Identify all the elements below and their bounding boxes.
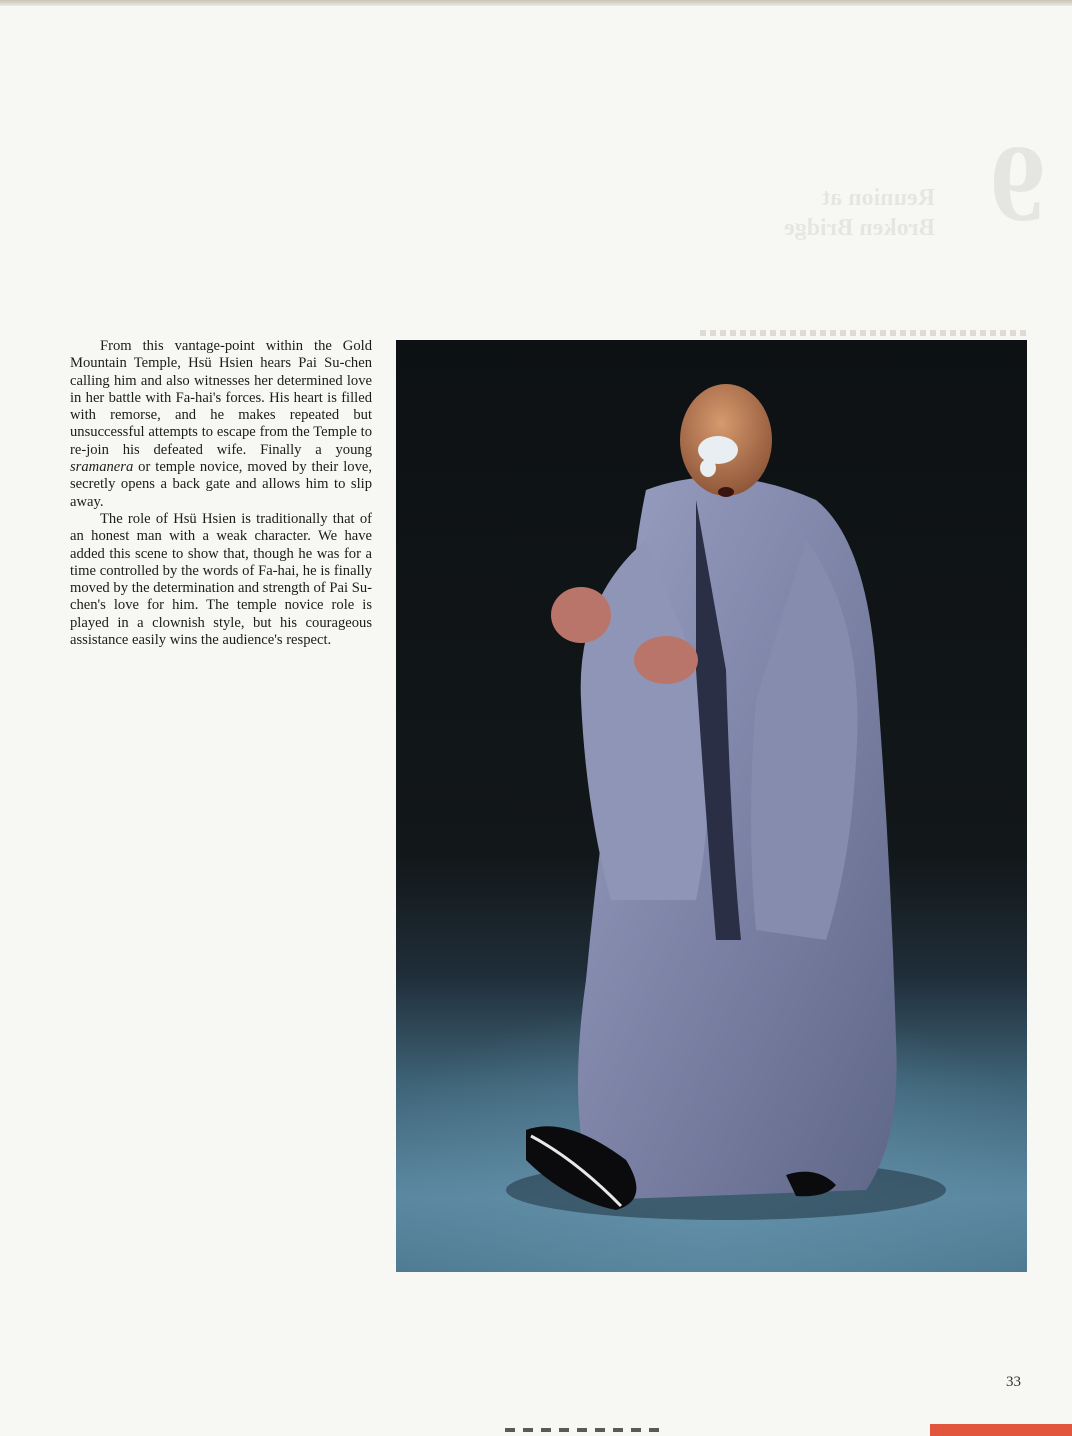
paragraph-1-italic-term: sramanera [70,459,134,476]
paragraph-1-start: From this vantage-point within the Gold Mountain Temple, Hsü Hsien hears Pai Su-chen calling him and also witnesses her determined love in her battle with Fa-hai's forces. His heart is filled with remorse, and he makes repeated but unsuccessful attempts to escape from the Temple to re-join his defeated wife. Finally a young [70,338,372,458]
paragraph-2: The role of Hsü Hsien is traditionally that of an honest man with a weak character. We have added this scene to show that, though he was for a time controlled by the words of Fa-hai, he is finally moved by the determination and strength of Pai Su-chen's love for him. The temple novice role is played in a clownish style, but his courageous assistance easily wins the audience's respect. [70,510,372,649]
monk-performer-illustration [396,340,1027,1272]
article-text [70,338,372,649]
scene-title-line1: Reunion at [822,185,935,211]
page-number: 33 [1006,1374,1021,1390]
show-through-heading [700,122,1045,260]
scene-number: 9 [990,122,1045,244]
paragraph-1-end: or temple novice, moved by their love, secretly opens a back gate and allows him to slip away. [70,459,372,510]
scene-title-line2: Broken Bridge [784,215,935,241]
performer-photo [396,340,1027,1272]
page-top-edge [0,0,1072,6]
paragraph-1 [70,338,372,511]
bottom-print-marks [505,1428,665,1432]
bottom-color-bar [930,1424,1072,1436]
show-through-rule [700,330,1030,336]
